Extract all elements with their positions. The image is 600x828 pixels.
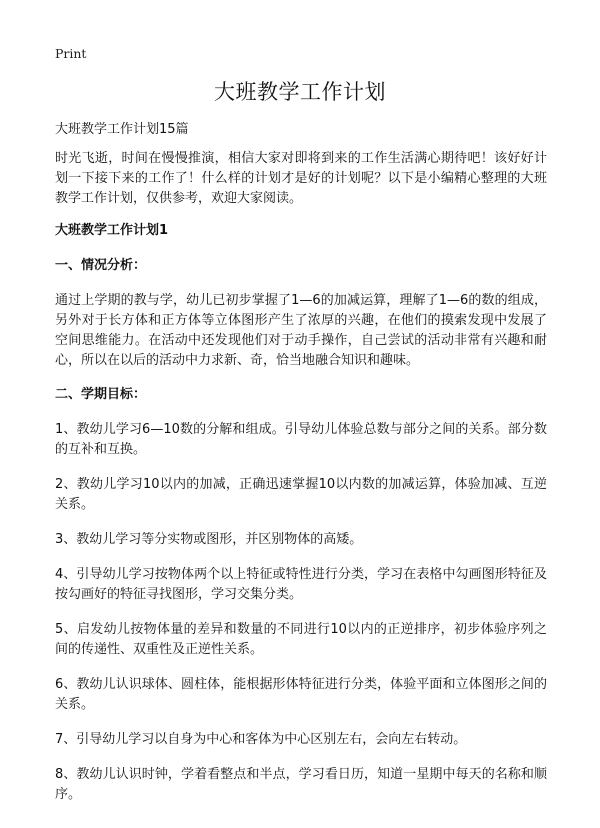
- situation-paragraph: 通过上学期的教与学，幼儿已初步掌握了1—6的加减运算，理解了1—6的数的组成，另外对于长方体和正方体等立体图形产生了浓厚的兴趣，在他们的摸索发现中发展了空间思维能力。在活动中还发现他们对于动手操作，自己尝试的活动非常有兴趣和耐心，所以在以后的活动中力求新、奇，恰当地融合知识和趣味。: [55, 293, 547, 368]
- print-link[interactable]: Print: [55, 46, 87, 61]
- goal-item: 3、教幼儿学习等分实物或图形，并区别物体的高矮。: [55, 532, 363, 547]
- goal-item: 8、教幼儿认识时钟，学着看整点和半点，学习看日历，知道一星期中每天的名称和顺序。: [55, 767, 547, 802]
- document-body: [55, 120, 547, 820]
- intro-paragraph: 时光飞逝，时间在慢慢推演，相信大家对即将到来的工作生活满心期待吧！该好好计划一下接下来的工作了！什么样的计划才是好的计划呢？以下是小编精心整理的大班教学工作计划，仅供参考，欢迎大家阅读。: [55, 151, 547, 206]
- goal-list: [55, 420, 547, 805]
- goal-item: 7、引导幼儿学习以自身为中心和客体为中心区别左右，会向左右转动。: [55, 732, 467, 747]
- plan-heading: 大班教学工作计划1: [55, 223, 169, 238]
- document-subtitle: 大班教学工作计划15篇: [55, 122, 189, 137]
- goal-item: 1、教幼儿学习6—10数的分解和组成。引导幼儿体验总数与部分之间的关系。部分数的互补和互换。: [55, 422, 547, 457]
- section-heading-goals: 二、学期目标：: [55, 387, 147, 402]
- goal-item: 5、启发幼儿按物体量的差异和数量的不同进行10以内的正逆排序，初步体验序列之间的传递性、双重性及正逆性关系。: [55, 622, 547, 657]
- document-title: 大班教学工作计划: [214, 80, 386, 104]
- goal-item: 6、教幼儿认识球体、圆柱体，能根据形体特征进行分类，体验平面和立体图形之间的关系。: [55, 677, 547, 712]
- goal-item: 2、教幼儿学习10以内的加减，正确迅速掌握10以内数的加减运算，体验加减、互逆关系。: [55, 477, 547, 512]
- goal-item: 4、引导幼儿学习按物体两个以上特征或特性进行分类，学习在表格中勾画图形特征及按勾画好的特征寻找图形，学习交集分类。: [55, 567, 547, 602]
- section-heading-situation: 一、情况分析：: [55, 258, 147, 273]
